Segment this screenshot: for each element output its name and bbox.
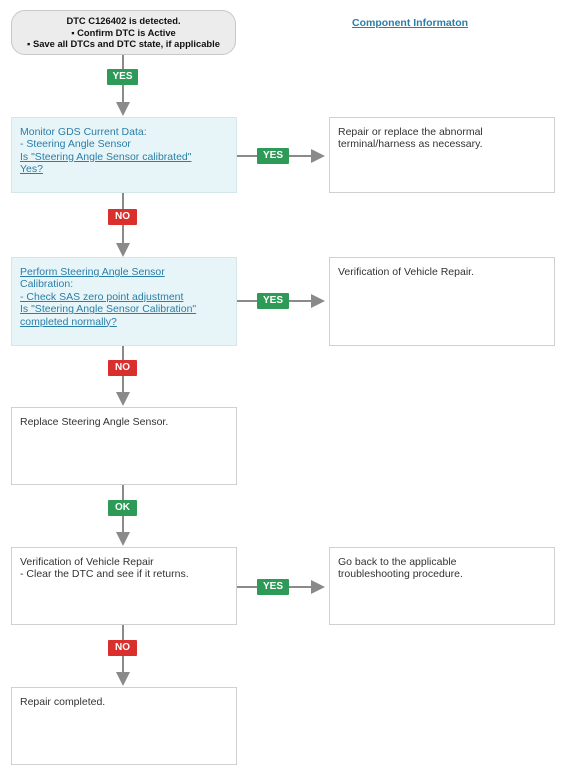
step-repair-completed	[11, 687, 237, 765]
ok-badge: OK	[108, 500, 137, 516]
no-badge: NO	[108, 360, 137, 376]
arrow-down-icon	[116, 532, 130, 546]
step-replace-sensor	[11, 407, 237, 485]
connector-line	[122, 346, 124, 360]
connector-line	[122, 625, 124, 640]
no-badge: NO	[108, 209, 137, 225]
step4-line-2: - Clear the DTC and see if it returns.	[20, 568, 189, 581]
start-line-3: ▪ Save all DTCs and DTC state, if applicable	[27, 38, 220, 49]
arrow-right-icon	[311, 580, 325, 594]
step2-question-link[interactable]: Is "Steering Angle Sensor Calibration"	[20, 303, 197, 316]
arrow-down-icon	[116, 392, 130, 406]
start-node	[11, 10, 236, 55]
start-line-1: DTC C126402 is detected.	[66, 15, 181, 26]
result1-line-2: terminal/harness as necessary.	[338, 138, 483, 151]
step-perform-calibration	[11, 257, 237, 346]
arrow-down-icon	[116, 102, 130, 116]
step3-line-1: Replace Steering Angle Sensor.	[20, 416, 169, 428]
step1-line-2: - Steering Angle Sensor	[20, 138, 131, 151]
step2-link-perform[interactable]: Perform Steering Angle Sensor	[20, 266, 165, 278]
step1-line-1: Monitor GDS Current Data:	[20, 126, 147, 138]
connector-line	[289, 586, 311, 588]
arrow-right-icon	[311, 294, 325, 308]
connector-line	[237, 300, 257, 302]
start-line-2: ▪ Confirm DTC is Active	[71, 26, 176, 38]
final-line-1: Repair completed.	[20, 696, 106, 708]
connector-line	[122, 656, 124, 673]
result1-line-1: Repair or replace the abnormal	[338, 126, 483, 138]
arrow-down-icon	[116, 243, 130, 257]
connector-line	[122, 376, 124, 393]
step1-question-link-cont[interactable]: Yes?	[20, 163, 43, 176]
yes-badge: YES	[257, 293, 289, 309]
connector-line	[122, 516, 124, 533]
result-go-back	[329, 547, 555, 625]
connector-line	[237, 155, 257, 157]
component-information-link[interactable]: Component Informaton	[352, 17, 469, 29]
yes-badge: YES	[257, 148, 289, 164]
connector-line	[122, 193, 124, 209]
yes-badge: YES	[257, 579, 289, 595]
connector-line	[289, 300, 311, 302]
step-monitor-gds	[11, 117, 237, 193]
result-repair-harness	[329, 117, 555, 193]
result2-line-1: Verification of Vehicle Repair.	[338, 266, 474, 278]
connector-line	[237, 586, 257, 588]
result4-line-2: troubleshooting procedure.	[338, 568, 463, 581]
connector-line	[122, 485, 124, 500]
no-badge: NO	[108, 640, 137, 656]
step1-question-link[interactable]: Is "Steering Angle Sensor calibrated"	[20, 150, 192, 163]
connector-line	[289, 155, 311, 157]
arrow-down-icon	[116, 672, 130, 686]
yes-badge: YES	[107, 69, 138, 85]
step4-line-1: Verification of Vehicle Repair	[20, 556, 154, 568]
connector-line	[122, 225, 124, 245]
step2-link-sas[interactable]: - Check SAS zero point adjustment	[20, 290, 184, 303]
result4-line-1: Go back to the applicable	[338, 556, 457, 568]
step2-line-2: Calibration:	[20, 278, 74, 291]
arrow-right-icon	[311, 149, 325, 163]
result-verification	[329, 257, 555, 346]
connector-line	[122, 55, 124, 69]
step-verify-repair	[11, 547, 237, 625]
step2-question-link-cont[interactable]: completed normally?	[20, 315, 117, 328]
